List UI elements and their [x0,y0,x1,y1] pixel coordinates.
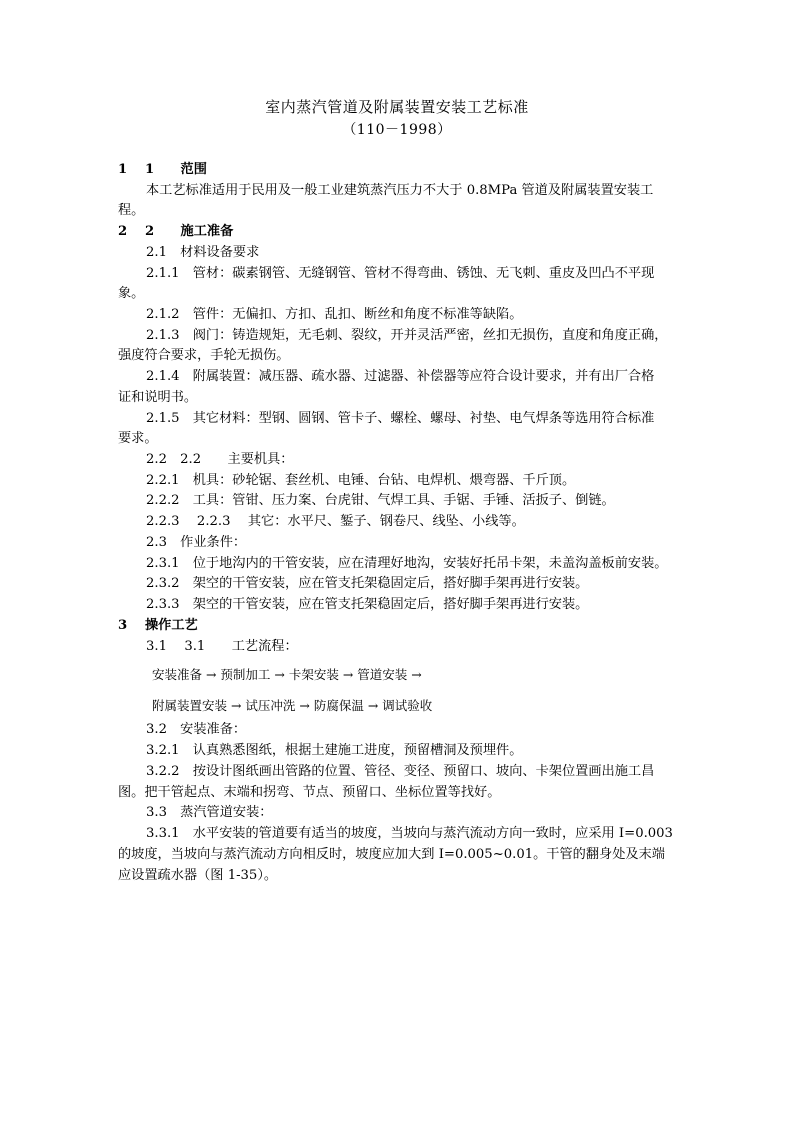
paragraph-line: 3.2.1 认真熟悉图纸，根据土建施工进度，预留槽洞及预埋件。 [146,743,523,758]
process-flow-row-2: 附属装置安装 → 试压冲洗 → 防腐保温 → 调试验收 [152,698,433,713]
paragraph-line: 2.1.5 其它材料：型钢、圆钢、管卡子、螺栓、螺母、衬垫、电气焊条等选用符合标准 [146,411,655,426]
paragraph-line: 本工艺标准适用于民用及一般工业建筑蒸汽压力不大于 0.8MPa 管道及附属装置安装工 [146,183,654,198]
paragraph-line: 2.3.3 架空的干管安装，应在管支托架稳固定后，搭好脚手架再进行安装。 [146,597,589,612]
document-title: 室内蒸汽管道及附属装置安装工艺标准 [265,98,529,116]
paragraph-line: 2.3.2 架空的干管安装，应在管支托架稳固定后，搭好脚手架再进行安装。 [146,576,589,591]
paragraph-line: 2.1.2 管件：无偏扣、方扣、乱扣、断丝和角度不标准等缺陷。 [146,307,523,322]
paragraph-line: 2.1.3 阀门：铸造规矩，无毛刺、裂纹，开并灵活严密，丝扣无损伤，直度和角度正确， [146,328,668,343]
document-subtitle: （110－1998） [342,122,452,138]
paragraph-line: 象。 [118,286,145,301]
section-heading: 1 1 范围 [118,162,207,177]
paragraph-line: 图。把干管起点、末端和拐弯、节点、预留口、坐标位置等找好。 [118,785,501,800]
paragraph-line: 应设置疏水器（图 1-35）。 [118,868,278,883]
paragraph-line: 3.2.2 按设计图纸画出管路的位置、管径、变径、预留口、坡向、卡架位置画出施工昌 [146,764,655,779]
process-flow-row-1: 安装准备 → 预制加工 → 卡架安装 → 管道安装 → [152,667,422,682]
subsection-heading: 3.1 3.1 工艺流程： [146,639,298,654]
subsection-heading: 2.3 作业条件： [146,535,247,550]
paragraph-line: 2.1.1 管材：碳素钢管、无缝钢管、管材不得弯曲、锈蚀、无飞刺、重皮及凹凸不平现 [146,266,655,281]
paragraph-line: 2.1.4 附属装置：减压器、疏水器、过滤器、补偿器等应符合设计要求，并有出厂合格 [146,369,655,384]
paragraph-line: 2.2.3 2.2.3 其它：水平尺、錾子、钢卷尺、线坠、小线等。 [146,514,525,529]
paragraph-line: 3.3.1 水平安装的管道要有适当的坡度，当坡向与蒸汽流动方向一致时，应采用 I=0.003 [146,826,673,841]
section-heading: 2 2 施工准备 [118,224,234,239]
paragraph-line: 程。 [118,203,145,218]
paragraph-line: 2.2.1 机具：砂轮锯、套丝机、电锤、台钻、电焊机、煨弯器、千斤顶。 [146,473,576,488]
subsection-heading: 2.2 2.2 主要机具： [146,452,294,467]
paragraph-line: 证和说明书。 [118,390,198,405]
subsection-heading: 3.2 安装准备： [146,722,247,737]
subsection-heading: 2.1 材料设备要求 [146,245,260,260]
paragraph-line: 的坡度，当坡向与蒸汽流动方向相反时，坡度应加大到 I=0.005~0.01。干管的翻身处及末端 [118,847,665,862]
paragraph-line: 2.3.1 位于地沟内的干管安装，应在清理好地沟，安装好托吊卡架，未盖沟盖板前安装。 [146,556,668,571]
paragraph-line: 2.2.2 工具：管钳、压力案、台虎钳、气焊工具、手锯、手锤、活扳子、倒链。 [146,493,615,508]
paragraph-line: 强度符合要求，手轮无损伤。 [118,348,290,363]
section-heading: 3 操作工艺 [118,618,198,633]
paragraph-line: 要求。 [118,431,158,446]
subsection-heading: 3.3 蒸汽管道安装： [146,805,273,820]
